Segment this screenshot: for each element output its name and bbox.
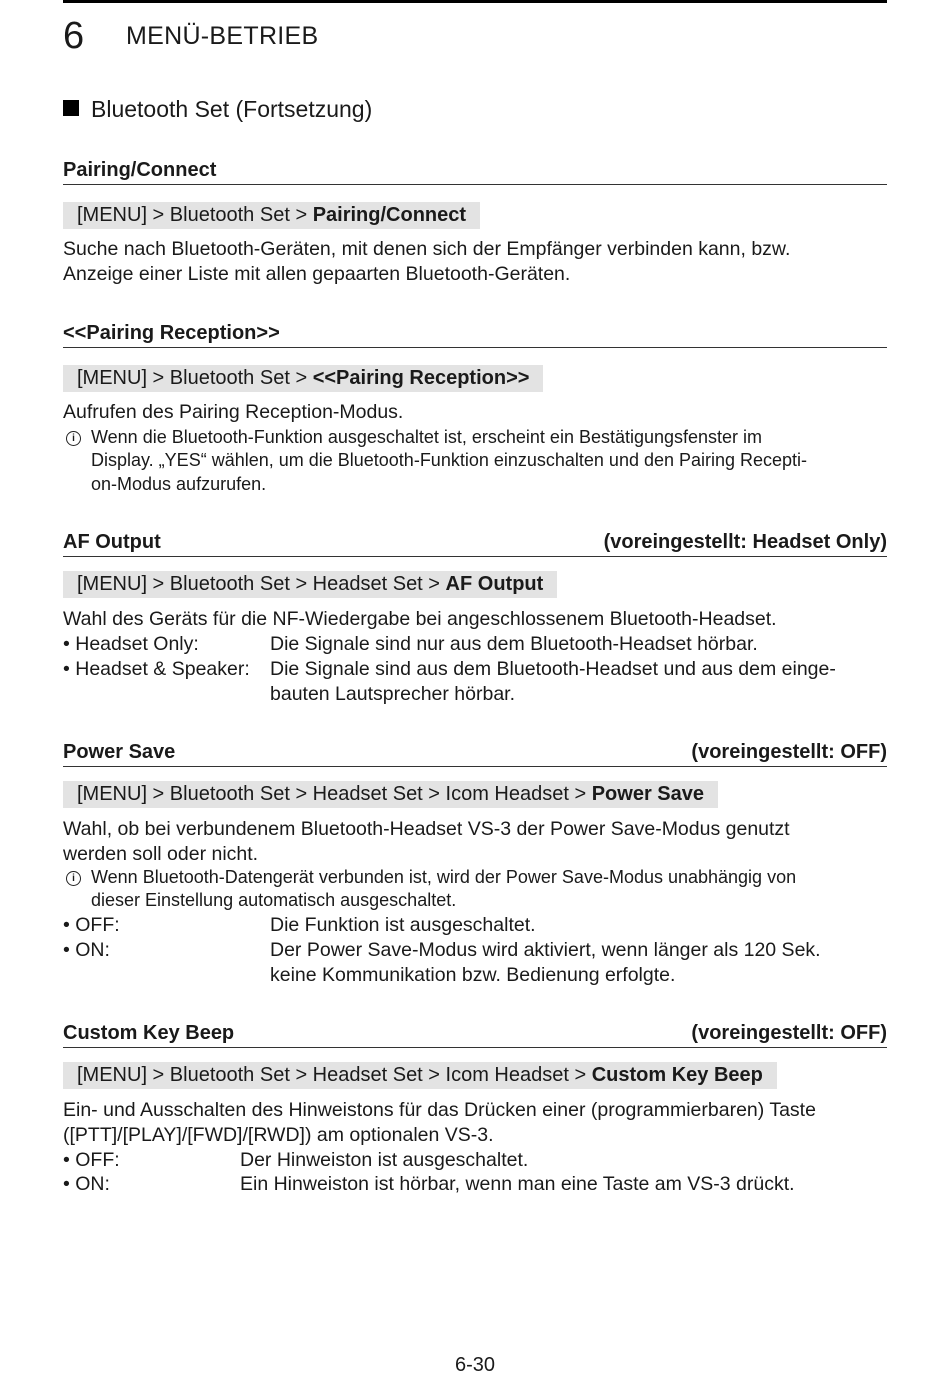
section-heading-custom-key-beep [63,1020,887,1048]
note-line: on-Modus aufzurufen. [91,473,267,494]
chapter-number: 6 [63,15,85,57]
body-text-pairing-reception [63,400,403,425]
body-text-custom-key-beep [63,1098,816,1147]
section-title: Pairing/Connect [63,159,217,181]
option-off [63,913,887,938]
option-headset-only [63,632,887,657]
option-label: • ON: [63,1173,110,1195]
menu-path-target: Custom Key Beep [591,1064,763,1086]
menu-path-custom-key-beep [63,1062,777,1089]
option-label: • ON: [63,939,110,961]
option-label: • OFF: [63,1149,120,1171]
menu-path-prefix: [MENU] > Bluetooth Set > Headset Set > Icom Headset > [77,1064,592,1086]
default-value: (voreingestellt: Headset Only) [603,531,887,553]
option-label: • Headset Only: [63,633,199,655]
square-bullet-icon [63,100,79,116]
chapter-title: MENÜ-BETRIEB [126,22,319,50]
option-desc [270,938,821,987]
section-title: <<Pairing Reception>> [63,322,280,344]
section-heading-power-save [63,739,887,767]
option-desc: Die Funktion ist ausgeschaltet. [270,914,536,936]
body-text-pairing-connect [63,237,790,286]
option-desc: Der Hinweiston ist ausgeschaltet. [240,1149,529,1171]
option-desc-line: Der Power Save-Modus wird aktiviert, wenn länger als 120 Sek. [270,939,821,961]
section-title: AF Output [63,531,161,553]
page-number: 6-30 [454,1354,496,1376]
top-rule [63,0,887,3]
default-value: (voreingestellt: OFF) [691,741,887,763]
main-heading-text: Bluetooth Set (Fortsetzung) [91,96,373,122]
option-desc: Ein Hinweiston ist hörbar, wenn man eine Taste am VS-3 drückt. [240,1173,795,1195]
option-off [63,1148,887,1173]
option-headset-speaker [63,657,887,707]
menu-path-prefix: [MENU] > Bluetooth Set > Headset Set > [77,573,446,595]
option-desc-line: keine Kommunikation bzw. Bedienung erfolgte. [270,963,676,986]
info-icon: i [66,431,81,446]
menu-path-prefix: [MENU] > Bluetooth Set > Headset Set > Icom Headset > [77,783,592,805]
default-value: (voreingestellt: OFF) [691,1022,887,1044]
section-title: Custom Key Beep [63,1022,235,1044]
body-text-af-output [63,607,777,632]
body-line: Ein- und Ausschalten des Hinweistons für das Drücken einer (programmierbaren) Taste [63,1099,816,1121]
menu-path-power-save [63,781,718,808]
main-heading [63,94,372,124]
section-title: Power Save [63,741,176,763]
menu-path-target: Power Save [591,783,705,805]
body-line: Wahl des Geräts für die NF-Wiedergabe bei angeschlossenem Bluetooth-Headset. [63,608,777,630]
menu-path-target: <<Pairing Reception>> [312,367,530,389]
body-line: Anzeige einer Liste mit allen gepaarten Bluetooth-Geräten. [63,262,571,285]
option-on [63,938,887,988]
option-desc-line: Die Signale sind aus dem Bluetooth-Headset und aus dem einge- [270,658,836,680]
menu-path-pairing-reception [63,365,543,392]
note-line: Wenn die Bluetooth-Funktion ausgeschaltet ist, erscheint ein Bestätigungsfenster im [91,427,763,447]
option-on [63,1172,887,1197]
option-desc: Die Signale sind nur aus dem Bluetooth-Headset hörbar. [270,633,758,655]
note-line: Wenn Bluetooth-Datengerät verbunden ist, wird der Power Save-Modus unabhängig von [91,867,797,887]
body-line: ([PTT]/[PLAY]/[FWD]/[RWD]) am optionalen VS-3. [63,1123,494,1146]
note-line: Display. „YES“ wählen, um die Bluetooth-Funktion einzuschalten und den Pairing Recepti- [91,450,808,471]
note-power-save [63,866,796,913]
section-heading-pairing-connect [63,157,887,185]
option-desc-line: bauten Lautsprecher hörbar. [270,682,516,705]
menu-path-pairing-connect [63,202,480,229]
body-line: Aufrufen des Pairing Reception-Modus. [63,401,404,423]
option-label: • Headset & Speaker: [63,658,250,680]
body-line: Suche nach Bluetooth-Geräten, mit denen sich der Empfänger verbinden kann, bzw. [63,238,791,260]
body-line: Wahl, ob bei verbundenem Bluetooth-Headset VS-3 der Power Save-Modus genutzt [63,818,790,840]
menu-path-target: Pairing/Connect [312,204,467,226]
option-desc [270,657,836,706]
option-label: • OFF: [63,914,120,936]
info-icon: i [66,871,81,886]
note-line: dieser Einstellung automatisch ausgeschaltet. [91,890,457,911]
menu-path-prefix: [MENU] > Bluetooth Set > [77,204,313,226]
menu-path-prefix: [MENU] > Bluetooth Set > [77,367,313,389]
section-heading-af-output [63,529,887,557]
section-heading-pairing-reception [63,320,887,348]
note-pairing-reception [63,426,807,496]
body-text-power-save [63,817,790,866]
menu-path-target: AF Output [445,573,544,595]
body-line: werden soll oder nicht. [63,842,259,865]
menu-path-af-output [63,571,557,598]
